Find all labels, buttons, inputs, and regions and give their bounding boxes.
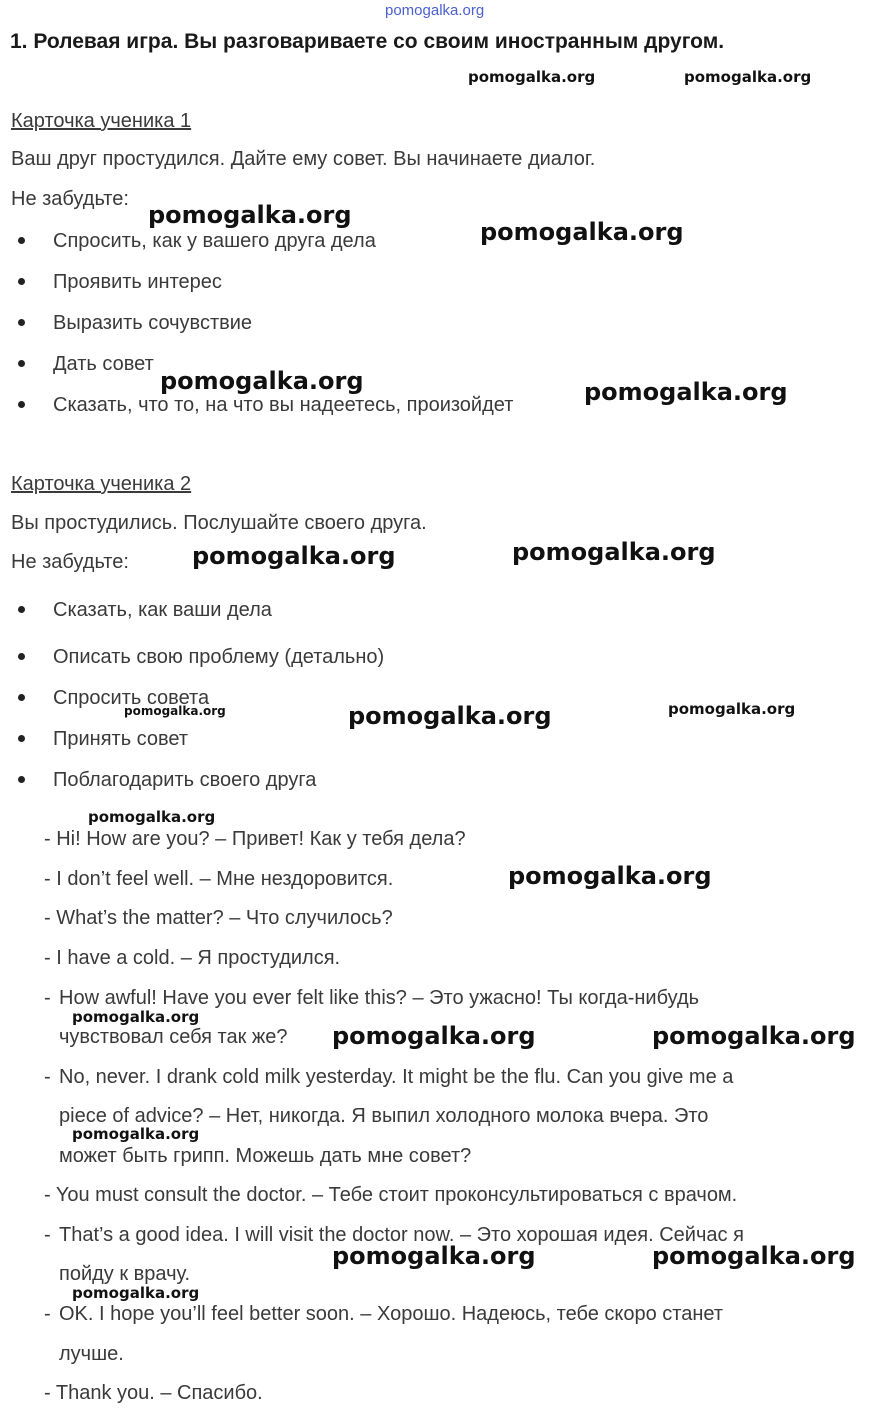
dialogue-line: - Thank you. – Спасибо. [44, 1382, 263, 1404]
dialogue-line: пойду к врачу. [59, 1263, 191, 1285]
watermark: pomogalka.org [480, 218, 684, 246]
watermark: pomogalka.org [160, 367, 364, 395]
dialogue-line: - What’s the matter? – Что случилось? [44, 907, 393, 929]
dialogue-line: чувствовал себя так же? [59, 1026, 288, 1048]
card1-intro: Ваш друг простудился. Дайте ему совет. Вы начинаете диалог. [11, 148, 596, 170]
watermark: pomogalka.org [652, 1242, 856, 1270]
dialogue-line: - You must consult the doctor. – Тебе стоит проконсультироваться с врачом. [44, 1184, 738, 1206]
bullet [18, 237, 25, 244]
watermark: pomogalka.org [348, 702, 552, 730]
watermark: pomogalka.org [684, 68, 812, 86]
watermark: pomogalka.org [148, 201, 352, 229]
watermark: pomogalka.org [512, 538, 716, 566]
dialogue-line: OK. I hope you’ll feel better soon. – Хорошо. Надеюсь, тебе скоро станет [59, 1303, 723, 1325]
card2-heading: Карточка ученика 2 [11, 473, 192, 495]
bullet [18, 401, 25, 408]
dialogue-line: - I have a cold. – Я простудился. [44, 947, 341, 969]
watermark: pomogalka.org [332, 1022, 536, 1050]
watermark: pomogalka.org [88, 808, 216, 826]
bullet [18, 606, 25, 613]
watermark: pomogalka.org [468, 68, 596, 86]
watermark: pomogalka.org [652, 1022, 856, 1050]
bullet [18, 319, 25, 326]
watermark: pomogalka.org [332, 1242, 536, 1270]
exercise-title: 1. Ролевая игра. Вы разговариваете со своим иностранным другом. [10, 30, 725, 53]
card2-item: Описать свою проблему (детально) [53, 646, 385, 668]
dialogue-line: piece of advice? – Нет, никогда. Я выпил холодного молока вчера. Это [59, 1105, 709, 1127]
watermark: pomogalka.org [668, 700, 796, 718]
watermark-top: pomogalka.org [385, 2, 485, 19]
card2-intro: Вы простудились. Послушайте своего друга. [11, 512, 427, 534]
watermark: pomogalka.org [72, 1125, 200, 1143]
dialogue-line: - Hi! How are you? – Привет! Как у тебя дела? [44, 828, 466, 850]
card1-reminder: Не забудьте: [11, 188, 129, 210]
card2-item: Спросить совета [53, 687, 210, 709]
watermark: pomogalka.org [584, 378, 788, 406]
dialogue-line: That’s a good idea. I will visit the doctor now. – Это хорошая идея. Сейчас я [59, 1224, 744, 1246]
card1-item: Спросить, как у вашего друга дела [53, 230, 376, 252]
dialogue-dash: - [44, 1224, 51, 1246]
dialogue-line: No, never. I drank cold milk yesterday. It might be the flu. Can you give me a [59, 1066, 734, 1088]
dialogue-line: может быть грипп. Можешь дать мне совет? [59, 1145, 472, 1167]
dialogue-dash: - [44, 1303, 51, 1325]
card1-item: Выразить сочувствие [53, 312, 253, 334]
card1-item: Проявить интерес [53, 271, 222, 293]
card2-item: Сказать, как ваши дела [53, 599, 272, 621]
watermark: pomogalka.org [72, 1284, 200, 1302]
bullet [18, 735, 25, 742]
card2-item: Принять совет [53, 728, 189, 750]
dialogue-dash: - [44, 987, 51, 1009]
dialogue-line: - I don’t feel well. – Мне нездоровится. [44, 868, 394, 890]
watermark: pomogalka.org [124, 704, 226, 718]
dialogue-line: лучше. [59, 1343, 124, 1365]
card1-item: Дать совет [53, 353, 154, 375]
dialogue-line: How awful! Have you ever felt like this? – Это ужасно! Ты когда-нибудь [59, 987, 700, 1009]
bullet [18, 278, 25, 285]
card1-heading: Карточка ученика 1 [11, 110, 192, 132]
bullet [18, 653, 25, 660]
watermark: pomogalka.org [508, 862, 712, 890]
card1-item: Сказать, что то, на что вы надеетесь, произойдет [53, 394, 514, 416]
watermark: pomogalka.org [72, 1008, 200, 1026]
card2-reminder: Не забудьте: [11, 551, 129, 573]
bullet [18, 694, 25, 701]
card2-item: Поблагодарить своего друга [53, 769, 317, 791]
bullet [18, 776, 25, 783]
watermark: pomogalka.org [192, 542, 396, 570]
bullet [18, 360, 25, 367]
dialogue-dash: - [44, 1066, 51, 1088]
